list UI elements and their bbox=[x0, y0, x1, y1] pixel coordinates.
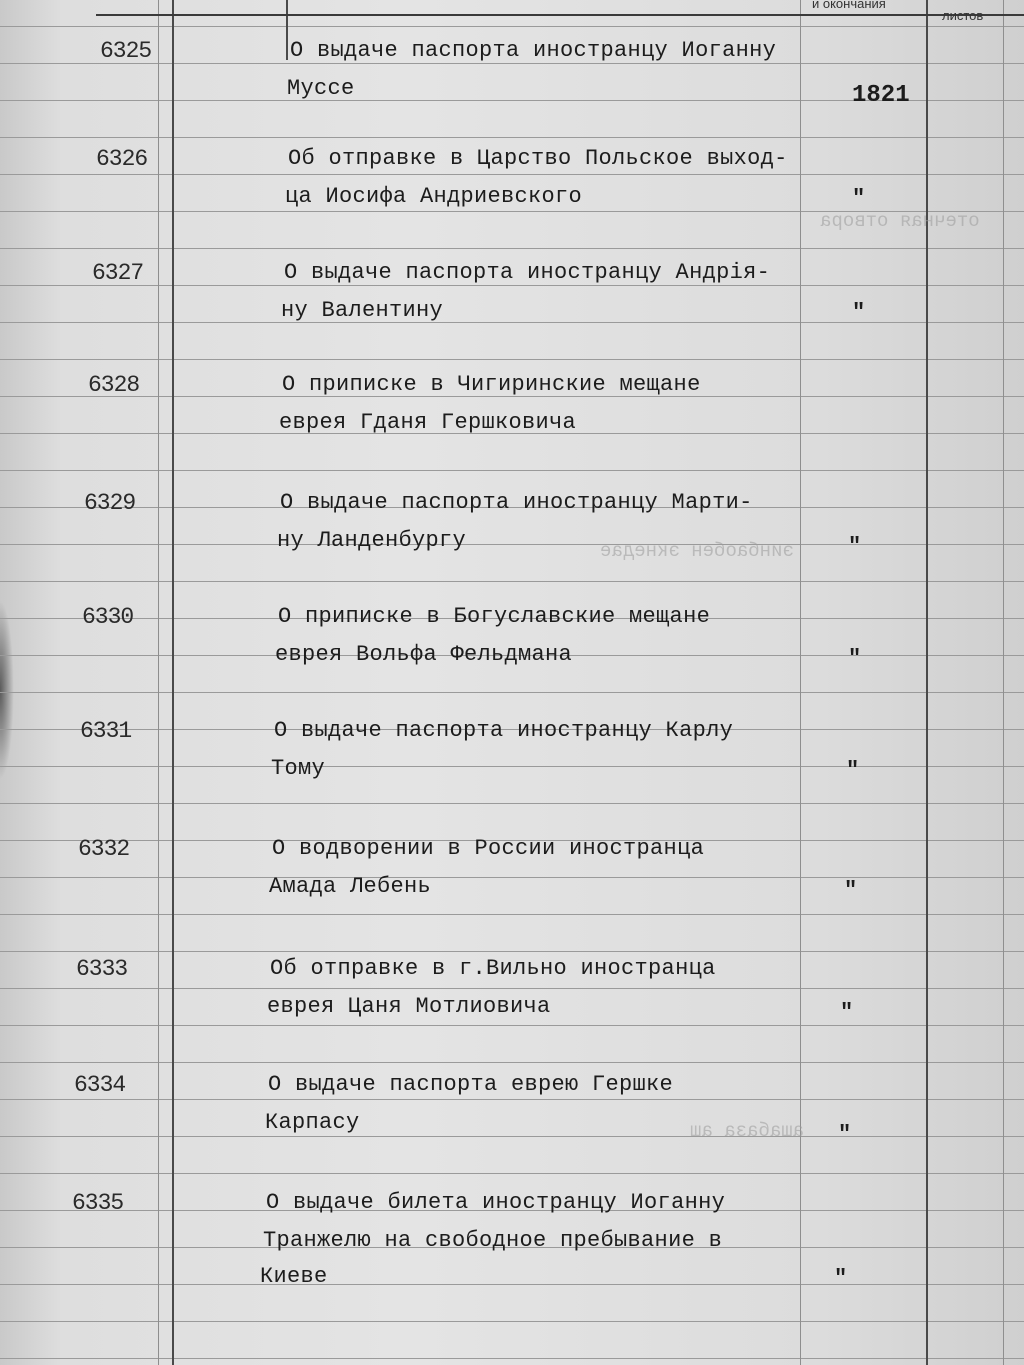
ditto-mark: " bbox=[852, 300, 866, 325]
ditto-mark: " bbox=[840, 1000, 854, 1025]
entry-title-line: Транжелю на свободное пребывание в bbox=[263, 1228, 723, 1253]
column-divider-margin bbox=[158, 0, 159, 1365]
entry-number: 6329 bbox=[84, 490, 136, 516]
entry-title-line: О водворении в России иностранца bbox=[272, 836, 705, 861]
entry-title-line: ца Иосифа Андриевского bbox=[285, 184, 583, 209]
entry-number: 6332 bbox=[78, 836, 130, 862]
ruled-line bbox=[0, 1062, 1024, 1063]
entry-title-line: Муссе bbox=[287, 76, 355, 101]
entry-title-line: О приписке в Чигиринские мещане bbox=[282, 372, 701, 397]
entry-number: 6326 bbox=[96, 146, 148, 172]
entry-title-line: еврея Цаня Мотлиовича bbox=[267, 994, 551, 1019]
ruled-line bbox=[0, 285, 1024, 286]
ruled-line bbox=[0, 1025, 1024, 1026]
entry-number: 6327 bbox=[92, 260, 144, 286]
ruled-line bbox=[0, 877, 1024, 878]
entry-title-line: Тому bbox=[271, 756, 326, 781]
ruled-line bbox=[0, 1284, 1024, 1285]
ruled-line bbox=[0, 544, 1024, 545]
ruled-line bbox=[0, 1099, 1024, 1100]
ruled-line bbox=[0, 1173, 1024, 1174]
entry-title-line: ну Валентину bbox=[281, 298, 444, 323]
ruled-line bbox=[0, 1358, 1024, 1359]
ruled-line bbox=[0, 63, 1024, 64]
entry-title-line: О выдаче паспорта иностранцу Иоганну bbox=[290, 38, 777, 63]
page-edge-shadow bbox=[0, 600, 14, 780]
column-divider-dates bbox=[800, 0, 801, 1365]
entry-title-line: Об отправке в г.Вильно иностранца bbox=[270, 956, 716, 981]
ditto-mark: " bbox=[848, 646, 862, 671]
entry-number: 6330 bbox=[82, 604, 134, 630]
entry-title-line: О выдаче билета иностранцу Иоганну bbox=[266, 1190, 726, 1215]
bleed-through-text: эинбаобен экнедае bbox=[600, 540, 794, 562]
table-header-rule bbox=[96, 14, 1024, 16]
column-divider-title-top bbox=[286, 0, 288, 60]
entry-title-line: Амада Лебень bbox=[269, 874, 432, 899]
entry-title-line: Киеве bbox=[260, 1264, 328, 1289]
ruled-line bbox=[0, 581, 1024, 582]
entry-title-line: Об отправке в Царство Польское выход- bbox=[288, 146, 788, 171]
entry-title-line: О выдаче паспорта иностранцу Карлу bbox=[274, 718, 734, 743]
ditto-mark: " bbox=[848, 534, 862, 559]
bleed-through-text: отечная отвора bbox=[820, 210, 980, 232]
ditto-mark: " bbox=[844, 878, 858, 903]
entry-title-line: ну Ланденбургу bbox=[277, 528, 467, 553]
ruled-line bbox=[0, 988, 1024, 989]
column-divider-number bbox=[172, 0, 174, 1365]
entry-number: 6331 bbox=[80, 718, 132, 744]
ruled-line bbox=[0, 692, 1024, 693]
entry-number: 6335 bbox=[72, 1190, 124, 1216]
ditto-mark: " bbox=[834, 1266, 848, 1291]
entry-title-line: еврея Вольфа Фельдмана bbox=[275, 642, 573, 667]
entry-number: 6334 bbox=[74, 1072, 126, 1098]
entry-title-line: Карпасу bbox=[265, 1110, 360, 1135]
header-col-sheets: листов bbox=[942, 8, 984, 23]
ruled-line bbox=[0, 137, 1024, 138]
ruled-line bbox=[0, 766, 1024, 767]
entry-title-line: О выдаче паспорта иностранцу Андрія- bbox=[284, 260, 771, 285]
ditto-mark: " bbox=[846, 758, 860, 783]
entry-year: 1821 bbox=[852, 82, 910, 109]
entry-title-line: О приписке в Богуславские мещане bbox=[278, 604, 711, 629]
ruled-line bbox=[0, 359, 1024, 360]
entry-title-line: О выдаче паспорта иностранцу Марти- bbox=[280, 490, 753, 515]
ruled-line bbox=[0, 174, 1024, 175]
ruled-line bbox=[0, 1321, 1024, 1322]
ruled-line bbox=[0, 803, 1024, 804]
ruled-line bbox=[0, 470, 1024, 471]
ditto-mark: " bbox=[838, 1122, 852, 1147]
entry-title-line: еврея Гданя Гершковича bbox=[279, 410, 577, 435]
column-divider-right bbox=[1003, 0, 1004, 1365]
ruled-line bbox=[0, 1136, 1024, 1137]
entry-title-line: О выдаче паспорта еврею Гершке bbox=[268, 1072, 674, 1097]
entry-number: 6333 bbox=[76, 956, 128, 982]
bleed-through-text: ашабаза аш bbox=[690, 1120, 805, 1142]
ruled-line bbox=[0, 26, 1024, 27]
ruled-line bbox=[0, 914, 1024, 915]
entry-number: 6325 bbox=[100, 38, 152, 64]
ruled-line bbox=[0, 322, 1024, 323]
column-divider-sheets bbox=[926, 0, 928, 1365]
ditto-mark: " bbox=[852, 186, 866, 211]
entry-number: 6328 bbox=[88, 372, 140, 398]
header-col-end: и окончания bbox=[812, 0, 886, 11]
ruled-line bbox=[0, 951, 1024, 952]
ruled-line bbox=[0, 248, 1024, 249]
